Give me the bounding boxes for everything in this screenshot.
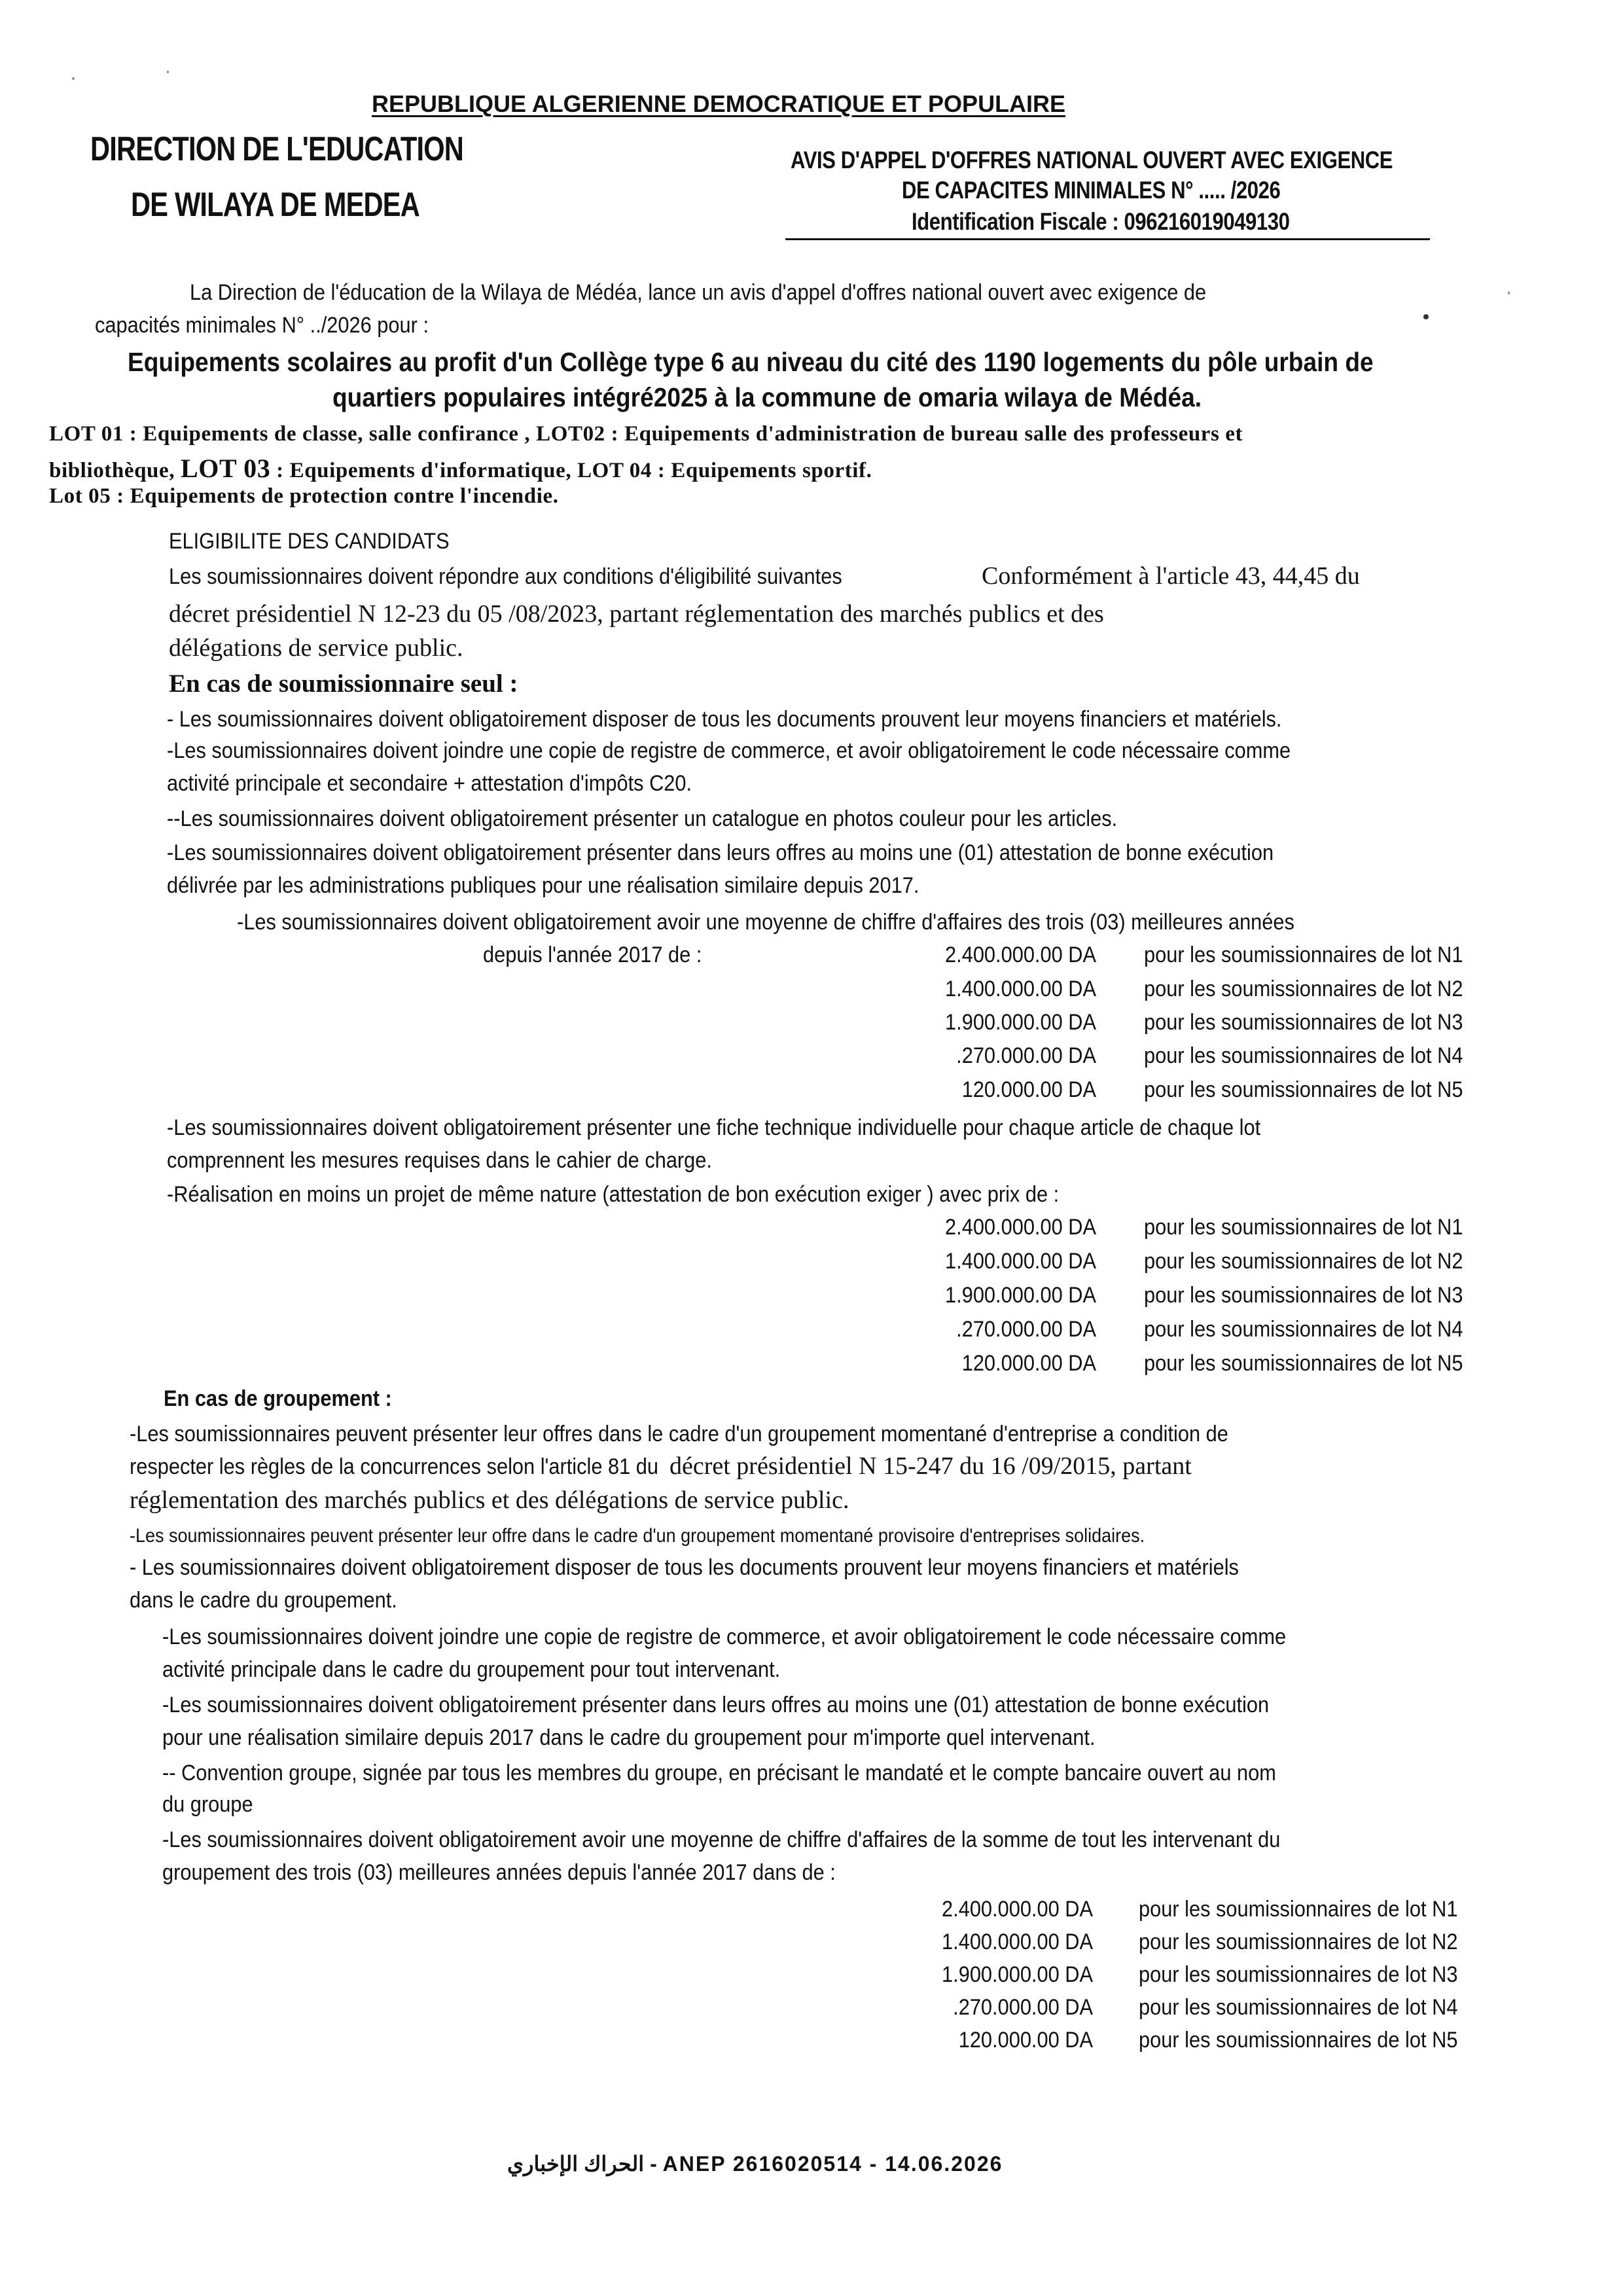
groupement-p6-line-2: du groupe — [162, 1792, 253, 1817]
group-label-lot-4: pour les soumissionnaires de lot N4 — [1139, 1995, 1458, 2020]
groupement-p1-line-2b: décret présidentiel N 15-247 du 16 /09/2015, partant — [669, 1452, 1192, 1480]
groupement-p5-line-1: -Les soumissionnaires doivent obligatoirement présenter dans leurs offres au moins une (01) attestation de bonne exécution — [162, 1693, 1270, 1717]
groupement-p1-line-1: -Les soumissionnaires peuvent présenter leur offres dans le cadre d'un groupement momentané d'entreprise a condition de — [130, 1422, 1228, 1446]
group-label-lot-5: pour les soumissionnaires de lot N5 — [1139, 2028, 1458, 2053]
seul-p4-line-2: délivrée par les administrations publiques pour une réalisation similaire depuis 2017. — [167, 873, 919, 898]
project-amount-lot-1: 2.400.000.00 DA — [945, 1215, 1096, 1240]
group-label-lot-1: pour les soumissionnaires de lot N1 — [1139, 1897, 1458, 1922]
lot-01-label: LOT 01 — [49, 422, 124, 446]
lot-05-line: Lot 05 : Equipements de protection contre l'incendie. — [49, 484, 559, 508]
project-label-lot-1: pour les soumissionnaires de lot N1 — [1144, 1215, 1463, 1240]
seul-p5-line-1: -Les soumissionnaires doivent obligatoirement avoir une moyenne de chiffre d'affaires des trois (03) meilleures années — [237, 910, 1294, 935]
groupement-p1-line-2 — [130, 1452, 1192, 1480]
project-label-lot-2: pour les soumissionnaires de lot N2 — [1144, 1249, 1463, 1274]
group-label-lot-3: pour les soumissionnaires de lot N3 — [1139, 1962, 1458, 1987]
groupement-p1-line-3: réglementation des marchés publics et des délégations de service public. — [130, 1486, 849, 1514]
project-label-lot-3: pour les soumissionnaires de lot N3 — [1144, 1283, 1463, 1308]
lot-line2-text: bibliothèque, — [49, 459, 181, 482]
eligibility-line-3: délégations de service public. — [169, 634, 463, 662]
fiscal-id: Identification Fiscale : 096216019049130 — [912, 208, 1290, 235]
group-label-lot-2: pour les soumissionnaires de lot N2 — [1139, 1929, 1458, 1954]
turnover-amount-lot-1: 2.400.000.00 DA — [945, 942, 1096, 967]
republic-title: REPUBLIQUE ALGERIENNE DEMOCRATIQUE ET POPULAIRE — [372, 90, 1066, 117]
seul-p4-line-1: -Les soumissionnaires doivent obligatoirement présenter dans leurs offres au moins une (01) attestation de bonne exécution — [167, 840, 1274, 865]
eligibility-title: ELIGIBILITE DES CANDIDATS — [169, 529, 450, 554]
group-amount-lot-4: .270.000.00 DA — [953, 1995, 1093, 2020]
seul-p6-line-1: -Les soumissionnaires doivent obligatoirement présenter une fiche technique individuelle pour chaque article de chaque lot — [167, 1115, 1261, 1140]
turnover-label-lot-2: pour les soumissionnaires de lot N2 — [1144, 977, 1463, 1001]
header-rule — [785, 238, 1430, 240]
groupement-p5-line-2: pour une réalisation similaire depuis 2017 dans le cadre du groupement pour m'importe quel intervenant. — [162, 1725, 1096, 1750]
intro-line-1: La Direction de l'éducation de la Wilaya de Médéa, lance un avis d'appel d'offres national ouvert avec exigence de — [190, 280, 1207, 305]
project-label-lot-5: pour les soumissionnaires de lot N5 — [1144, 1351, 1463, 1376]
scan-speck — [72, 77, 75, 80]
lot-03-label: LOT 03 — [180, 454, 271, 483]
lot-01-text: : Equipements de classe, salle confirance , — [123, 422, 537, 446]
intro-line-2: capacités minimales N° ../2026 pour : — [95, 313, 429, 338]
lot-04-label: LOT 04 — [577, 459, 652, 482]
scan-speck — [1423, 314, 1429, 319]
eligibility-line-1a: Les soumissionnaires doivent répondre aux conditions d'éligibilité suivantes — [169, 564, 842, 589]
turnover-label-lot-1: pour les soumissionnaires de lot N1 — [1144, 942, 1463, 967]
group-amount-lot-1: 2.400.000.00 DA — [942, 1897, 1093, 1922]
turnover-amount-lot-5: 120.000.00 DA — [961, 1077, 1096, 1102]
groupement-p3-line-2: dans le cadre du groupement. — [130, 1588, 397, 1613]
lot-02-label: LOT02 — [536, 422, 605, 446]
groupement-title: En cas de groupement : — [164, 1386, 392, 1411]
lots-line-1 — [49, 422, 1243, 446]
avis-title-line-1: AVIS D'APPEL D'OFFRES NATIONAL OUVERT AVEC EXIGENCE — [791, 147, 1393, 173]
groupement-p7-line-1: -Les soumissionnaires doivent obligatoirement avoir une moyenne de chiffre d'affaires de la somme de tout les intervenant du — [162, 1827, 1281, 1852]
turnover-amount-lot-4: .270.000.00 DA — [956, 1043, 1096, 1068]
seul-p2-line-2: activité principale et secondaire + attestation d'impôts C20. — [167, 771, 692, 796]
project-amount-lot-3: 1.900.000.00 DA — [945, 1283, 1096, 1308]
project-amount-lot-2: 1.400.000.00 DA — [945, 1249, 1096, 1274]
project-label-lot-4: pour les soumissionnaires de lot N4 — [1144, 1317, 1463, 1342]
groupement-p2: -Les soumissionnaires peuvent présenter leur offre dans le cadre d'un groupement momentané provisoire d'entreprises solidaires. — [130, 1525, 1145, 1547]
groupement-p6-line-1: -- Convention groupe, signée par tous les membres du groupe, en précisant le mandaté et le compte bancaire ouvert au nom — [162, 1761, 1276, 1785]
seul-p2-line-1: -Les soumissionnaires doivent joindre une copie de registre de commerce, et avoir obligatoirement le code nécessaire comme — [167, 738, 1291, 763]
turnover-label-lot-5: pour les soumissionnaires de lot N5 — [1144, 1077, 1463, 1102]
turnover-amount-lot-2: 1.400.000.00 DA — [945, 977, 1096, 1001]
seul-title: En cas de soumissionnaire seul : — [169, 670, 518, 698]
direction-line-2: DE WILAYA DE MEDEA — [131, 186, 419, 224]
group-amount-lot-3: 1.900.000.00 DA — [942, 1962, 1093, 1987]
turnover-label-lot-3: pour les soumissionnaires de lot N3 — [1144, 1010, 1463, 1035]
seul-p5-line-2: depuis l'année 2017 de : — [483, 942, 702, 967]
groupement-p3-line-1: - Les soumissionnaires doivent obligatoirement disposer de tous les documents prouvent leur moyens financiers et matériels — [130, 1555, 1239, 1580]
groupement-p1-line-2a: respecter les règles de la concurrences selon l'article 81 du — [130, 1454, 659, 1479]
anep-footer: الحراك الإخباري - ANEP 2616020514 - 14.06.2026 — [507, 2152, 1003, 2176]
groupement-p7-line-2: groupement des trois (03) meilleures années depuis l'année 2017 dans de : — [162, 1860, 836, 1885]
direction-line-1: DIRECTION DE L'EDUCATION — [90, 130, 464, 168]
lot-03-text: : Equipements d'informatique, — [270, 459, 578, 482]
eligibility-line-2: décret présidentiel N 12-23 du 05 /08/2023, partant réglementation des marchés publics et des — [169, 600, 1104, 628]
project-amount-lot-4: .270.000.00 DA — [956, 1317, 1096, 1342]
seul-p6-line-2: comprennent les mesures requises dans le cahier de charge. — [167, 1148, 712, 1173]
avis-title-line-2: DE CAPACITES MINIMALES N° ..... /2026 — [902, 177, 1281, 204]
subject-line-1: Equipements scolaires au profit d'un Collège type 6 au niveau du cité des 1190 logements du pôle urbain de — [128, 347, 1374, 377]
groupement-p4-line-2: activité principale dans le cadre du groupement pour tout intervenant. — [162, 1657, 781, 1682]
scan-speck — [167, 71, 169, 73]
scan-speck — [1508, 291, 1510, 295]
lot-02-text: : Equipements d'administration de bureau salle des professeurs et — [605, 422, 1243, 446]
subject-line-2: quartiers populaires intégré2025 à la commune de omaria wilaya de Médéa. — [332, 382, 1202, 412]
eligibility-line-1 — [169, 562, 1360, 590]
project-amount-lot-5: 120.000.00 DA — [961, 1351, 1096, 1376]
seul-p1: - Les soumissionnaires doivent obligatoirement disposer de tous les documents prouvent leur moyens financiers et matériels. — [167, 707, 1282, 732]
seul-p7: -Réalisation en moins un projet de même nature (attestation de bon exécution exiger ) avec prix de : — [167, 1182, 1060, 1207]
turnover-label-lot-4: pour les soumissionnaires de lot N4 — [1144, 1043, 1463, 1068]
group-amount-lot-2: 1.400.000.00 DA — [942, 1929, 1093, 1954]
turnover-amount-lot-3: 1.900.000.00 DA — [945, 1010, 1096, 1035]
lots-line-2 — [49, 453, 872, 484]
group-amount-lot-5: 120.000.00 DA — [958, 2028, 1093, 2053]
seul-p3: --Les soumissionnaires doivent obligatoirement présenter un catalogue en photos couleur pour les articles. — [167, 806, 1118, 831]
lot-04-text: : Equipements sportif. — [652, 459, 872, 482]
eligibility-line-1b: Conformément à l'article 43, 44,45 du — [982, 562, 1360, 590]
groupement-p4-line-1: -Les soumissionnaires doivent joindre une copie de registre de commerce, et avoir obligatoirement le code nécessaire comme — [162, 1624, 1287, 1649]
